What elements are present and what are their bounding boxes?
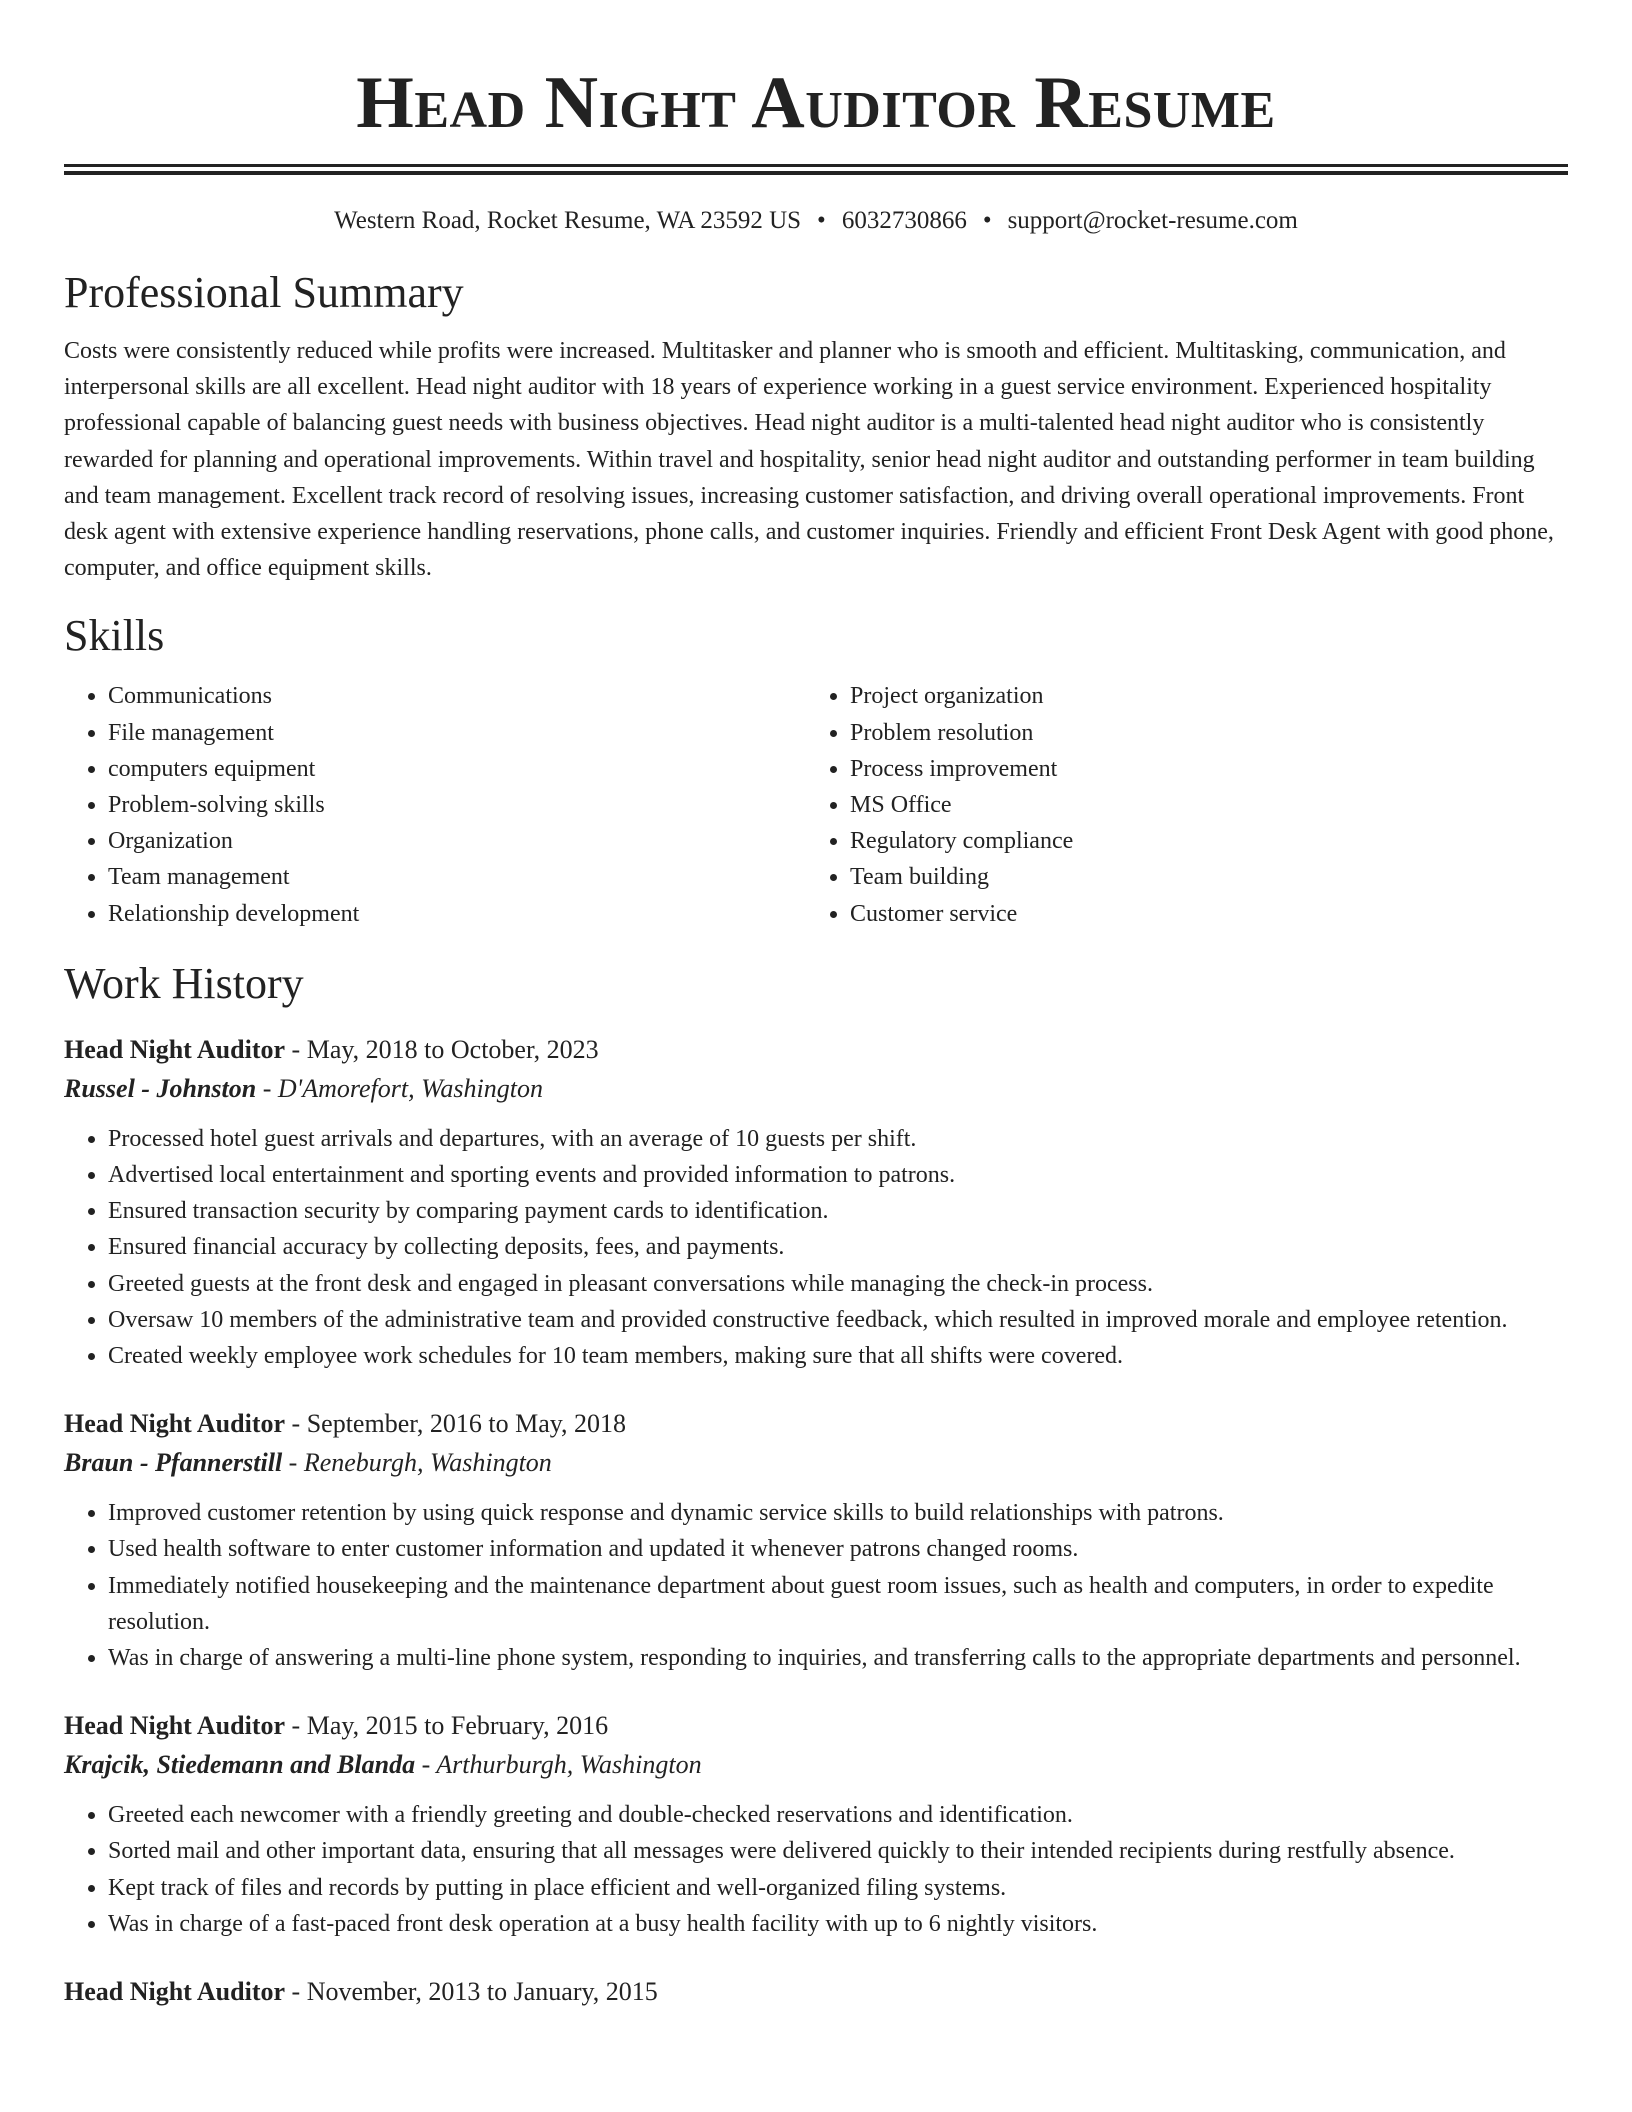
job-employer-line: Braun - Pfannerstill - Reneburgh, Washington [64,1448,552,1478]
job-bullet: • Ensured financial accuracy by collecting deposits, fees, and payments. [108,1229,1568,1265]
contact-address: Western Road, Rocket Resume, WA 23592 US [334,207,802,234]
job-header: Head Night Auditor - May, 2018 to October, 2023 [64,1034,599,1064]
job-title: Head Night Auditor [64,1034,286,1064]
job-bullet: • Created weekly employee work schedules for 10 team members, making sure that all shifts were covered. [108,1338,1568,1374]
job-bullet: • Sorted mail and other important data, ensuring that all messages were delivered quickly to their intended recipients during restfully absence. [108,1833,1568,1869]
job-bullet: • Greeted guests at the front desk and engaged in pleasant conversations while managing the check-in process. [108,1266,1568,1302]
job-bullet: • Processed hotel guest arrivals and departures, with an average of 10 guests per shift. [108,1121,1568,1157]
skill-item: • MS Office [850,787,1568,823]
contact-separator: • [982,207,992,234]
title-divider [64,164,1568,175]
skills-heading: Skills [64,611,165,661]
skill-item: • Organization [108,823,806,859]
skill-item: • File management [108,715,806,751]
job-location: Reneburgh, Washington [303,1448,552,1478]
skills-column-left [64,678,806,931]
job-header: Head Night Auditor - September, 2016 to May, 2018 [64,1409,627,1439]
summary-heading: Professional Summary [64,268,464,317]
job-bullet: • Was in charge of answering a multi-line phone system, responding to inquiries, and transferring calls to the appropriate departments and personnel. [108,1640,1568,1676]
job-title: Head Night Auditor [64,1409,286,1439]
job-company: Krajcik, Stiedemann and Blanda [64,1750,416,1780]
job-location: D'Amorefort, Washington [277,1073,543,1103]
skills-column-right [806,678,1568,931]
skill-item: • Problem resolution [850,715,1568,751]
skill-item: • Team building [850,859,1568,895]
job-employer-line: Krajcik, Stiedemann and Blanda - Arthurburgh, Washington [64,1750,702,1780]
job-bullets [64,1121,1568,1374]
job-dates: November, 2013 to January, 2015 [306,1977,658,2007]
job-company: Russel - Johnston [64,1073,257,1103]
skill-item: • Communications [108,678,806,714]
skill-item: • Team management [108,859,806,895]
skills-list [64,678,1568,931]
job-dates: May, 2015 to February, 2016 [306,1711,609,1741]
skill-item: • Project organization [850,678,1568,714]
skill-item: • Relationship development [108,896,806,932]
job-bullet: • Immediately notified housekeeping and the maintenance department about guest room issues, such as health and computers, in order to expedite resolution. [108,1568,1568,1640]
skill-item: • Problem-solving skills [108,787,806,823]
job-title: Head Night Auditor [64,1711,286,1741]
skill-item: • Regulatory compliance [850,823,1568,859]
job-bullets [64,1495,1568,1676]
job-employer-line: Russel - Johnston - D'Amorefort, Washington [64,1073,543,1103]
job-company: Braun - Pfannerstill [64,1448,283,1478]
job-location: Arthurburgh, Washington [436,1750,702,1780]
job-header: Head Night Auditor - November, 2013 to January, 2015 [64,1977,658,2007]
skill-item: • computers equipment [108,751,806,787]
contact-email: support@rocket-resume.com [1007,207,1298,234]
job-entry [64,1404,1568,1676]
job-bullet: • Ensured transaction security by comparing payment cards to identification. [108,1193,1568,1229]
job-dates: May, 2018 to October, 2023 [306,1034,599,1064]
summary-text: Costs were consistently reduced while profits were increased. Multitasker and planner who is smooth and efficient. Multitasking, communication, and interpersonal skills are all excellent. Head night auditor with 18 years of experience working in a guest service environment. Experienced hospitality professional capable of balancing guest needs with business objectives. Head night auditor is a multi-talented head night auditor who is consistently rewarded for planning and operational improvements. Within travel and hospitality, senior head night auditor and outstanding performer in team building and team management. Excellent track record of resolving issues, increasing customer satisfaction, and driving overall operational improvements. Front desk agent with extensive experience handling reservations, phone calls, and customer inquiries. Friendly and efficient Front Desk Agent with good phone, computer, and office equipment skills. [64,338,1554,582]
job-entry [64,1030,1568,1374]
job-bullet: • Was in charge of a fast-paced front desk operation at a busy health facility with up to 6 nightly visitors. [108,1906,1568,1942]
job-bullet: • Used health software to enter customer information and updated it whenever patrons changed rooms. [108,1531,1568,1567]
job-bullet: • Oversaw 10 members of the administrative team and provided constructive feedback, which resulted in improved morale and employee retention. [108,1302,1568,1338]
job-bullet: • Greeted each newcomer with a friendly greeting and double-checked reservations and identification. [108,1797,1568,1833]
skill-item: • Process improvement [850,751,1568,787]
page-title: Head Night Auditor Resume [356,62,1276,144]
job-title: Head Night Auditor [64,1977,286,2007]
job-bullet: • Improved customer retention by using quick response and dynamic service skills to build relationships with patrons. [108,1495,1568,1531]
job-header: Head Night Auditor - May, 2015 to February, 2016 [64,1711,609,1741]
work-history-heading: Work History [64,958,304,1008]
job-bullets [64,1797,1568,1942]
contact-line [64,205,1568,237]
contact-separator: • [817,207,826,234]
job-dates: September, 2016 to May, 2018 [306,1409,627,1439]
skill-item: • Customer service [850,896,1568,932]
contact-phone: 6032730866 [841,207,967,234]
job-bullet: • Advertised local entertainment and sporting events and provided information to patrons. [108,1157,1568,1193]
job-entry [64,1706,1568,1942]
job-bullet: • Kept track of files and records by putting in place efficient and well-organized filing systems. [108,1870,1568,1906]
job-entry [64,1972,1568,2011]
